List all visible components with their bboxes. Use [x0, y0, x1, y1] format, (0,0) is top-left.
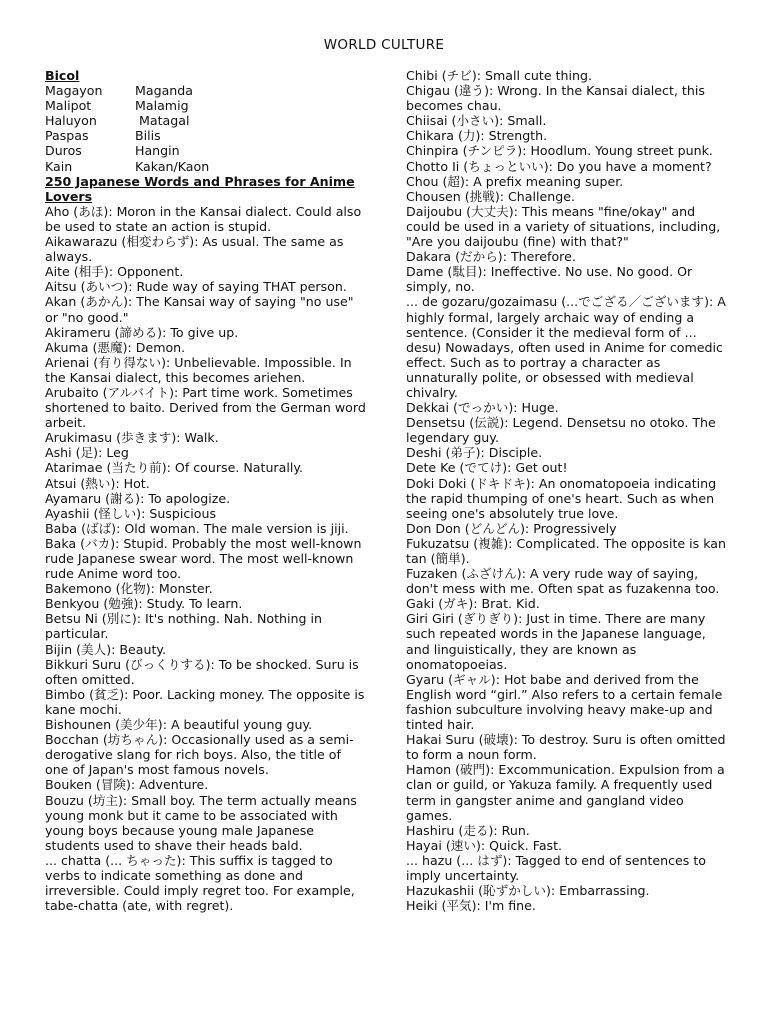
glossary-entry: Hashiru (走る): Run.: [406, 822, 530, 838]
glossary-entry: Ayamaru (謝る): To apologize.: [45, 490, 231, 506]
bicol-word-list: [45, 83, 367, 174]
glossary-entry: Bikkuri Suru (びっくりする): To be shocked. Suru is often omitted.: [45, 656, 359, 687]
bicol-translation: Hangin: [135, 143, 180, 159]
glossary-entry: Dame (駄目): Ineffective. No use. No good. Or simply, no.: [406, 264, 693, 295]
japanese-entry-list-left: [45, 204, 367, 913]
glossary-entry: Aitsu (あいつ): Rude way of saying THAT person.: [45, 279, 347, 295]
japanese-words-heading: 250 Japanese Words and Phrases for Anime Lovers: [45, 173, 355, 204]
bicol-translation: Maganda: [135, 83, 193, 99]
bicol-translation: Kakan/Kaon: [135, 158, 210, 174]
glossary-entry: ... hazu (... はず): Tagged to end of sentences to imply uncertainty.: [406, 852, 706, 883]
bicol-heading: Bicol: [45, 68, 80, 83]
glossary-entry: Bouken (冒険): Adventure.: [45, 777, 209, 793]
glossary-entry: Akuma (悪魔): Demon.: [45, 339, 186, 355]
bicol-word: Haluyon: [45, 113, 97, 129]
glossary-entry: Dakara (だから): Therefore.: [406, 249, 576, 265]
glossary-entry: Chotto Ii (ちょっといい): Do you have a moment?: [406, 158, 712, 174]
glossary-entry: Atsui (熱い): Hot.: [45, 475, 150, 491]
glossary-entry: Densetsu (伝説): Legend. Densetsu no otoko. The legendary guy.: [406, 415, 716, 446]
glossary-entry: Heiki (平気): I'm fine.: [406, 898, 536, 914]
glossary-entry: Hakai Suru (破壊): To destroy. Suru is often omitted to form a noun form.: [406, 732, 726, 763]
bicol-word-row: [45, 83, 367, 98]
bicol-word: Malipot: [45, 98, 92, 114]
bicol-word-row: [45, 98, 367, 113]
bicol-word: Duros: [45, 143, 82, 159]
glossary-entry: Arubaito (アルバイト): Part time work. Sometimes shortened to baito. Derived from the German word arbeit.: [45, 384, 366, 431]
glossary-entry: Deshi (弟子): Disciple.: [406, 445, 543, 461]
glossary-entry: Dete Ke (でてけ): Get out!: [406, 460, 568, 476]
glossary-entry: Hamon (破門): Excommunication. Expulsion from a clan or guild, or Yakuza family. A frequently used term in gangster anime and gangland video games.: [406, 762, 725, 823]
glossary-entry: Fukuzatsu (複雑): Complicated. The opposite is kan tan (簡単).: [406, 535, 726, 566]
glossary-entry: Atarimae (当たり前): Of course. Naturally.: [45, 460, 303, 476]
glossary-entry: Baka (バカ): Stupid. Probably the most well-known rude Japanese swear word. The most well-known rude Anime word too.: [45, 535, 362, 582]
glossary-entry: Gaki (ガキ): Brat. Kid.: [406, 596, 540, 612]
glossary-entry: Aikawarazu (相変わらず): As usual. The same as always.: [45, 234, 344, 265]
glossary-entry: Bocchan (坊ちゃん): Occasionally used as a semi-derogative slang for rich boys. Also, the title of one of Japan's most famous novels.: [45, 732, 354, 778]
glossary-entry: Baba (ばば): Old woman. The male version is jiji.: [45, 520, 349, 536]
glossary-entry: Doki Doki (ドキドキ): An onomatopoeia indicating the rapid thumping of one's heart. Such as when seeing one's absolutely true love.: [406, 475, 717, 521]
glossary-entry: Bishounen (美少年): A beautiful young guy.: [45, 717, 313, 733]
glossary-entry: Benkyou (勉強): Study. To learn.: [45, 596, 243, 612]
bicol-translation: Matagal: [135, 113, 190, 129]
bicol-word: Magayon: [45, 83, 103, 99]
glossary-entry: Arukimasu (歩きます): Walk.: [45, 430, 219, 446]
bicol-word-row: [45, 143, 367, 158]
bicol-word-row: [45, 128, 367, 143]
glossary-entry: Aho (あほ): Moron in the Kansai dialect. Could also be used to state an action is stupid.: [45, 203, 362, 234]
glossary-entry: ... de gozaru/gozaimasu (...でござる／ございます): A highly formal, largely archaic way of ending a sentence. (Consider it the medieval form of ... desu) Nowadays, often used in Anime for comedic effect. Such as to portray a character as unnaturally polite, or obsessed with medieval chivalry.: [406, 294, 726, 400]
glossary-entry: Arienai (有り得ない): Unbelievable. Impossible. In the Kansai dialect, this becomes ariehen.: [45, 354, 352, 385]
left-column: [45, 68, 367, 913]
glossary-entry: Chikara (力): Strength.: [406, 128, 548, 144]
glossary-entry: Gyaru (ギャル): Hot babe and derived from the English word “girl.” Also refers to a certain female fashion subculture involving heavy make-up and tinted hair.: [406, 671, 723, 733]
glossary-entry: Betsu Ni (別に): It's nothing. Nah. Nothing in particular.: [45, 611, 322, 642]
glossary-entry: Bijin (美人): Beauty.: [45, 641, 167, 657]
bicol-translation: Bilis: [135, 128, 161, 144]
glossary-entry: Fuzaken (ふざけん): A very rude way of saying, don't mess with me. Often spat as fuzakenna too.: [406, 566, 720, 597]
bicol-word: Paspas: [45, 128, 89, 144]
glossary-entry: Chibi (チビ): Small cute thing.: [406, 68, 593, 83]
glossary-entry: Hazukashii (恥ずかしい): Embarrassing.: [406, 883, 650, 899]
glossary-entry: Hayai (速い): Quick. Fast.: [406, 837, 563, 853]
glossary-entry: ... chatta (... ちゃった): This suffix is tagged to verbs to indicate something as done and irreversible. Could imply regret too. For example, tabe-chatta (ate, with regret).: [45, 852, 355, 914]
bicol-word-row: [45, 113, 367, 128]
glossary-entry: Ayashii (怪しい): Suspicious: [45, 505, 217, 521]
glossary-entry: Chiisai (小さい): Small.: [406, 113, 547, 129]
glossary-entry: Akirameru (諦める): To give up.: [45, 324, 239, 340]
glossary-entry: Chinpira (チンピラ): Hoodlum. Young street punk.: [406, 143, 713, 159]
glossary-entry: Aite (相手): Opponent.: [45, 264, 184, 280]
glossary-entry: Giri Giri (ぎりぎり): Just in time. There are many such repeated words in the Japanese language, and linguistically, they are known as onomatopoeias.: [406, 611, 706, 672]
glossary-entry: Ashi (足): Leg: [45, 445, 129, 461]
glossary-entry: Bouzu (坊主): Small boy. The term actually means young monk but it came to be associated with young boys because young male Japanese students used to shave their heads bald.: [45, 792, 357, 853]
glossary-entry: Bakemono (化物): Monster.: [45, 581, 213, 597]
glossary-entry: Chousen (挑戦): Challenge.: [406, 188, 575, 204]
glossary-entry: Akan (あかん): The Kansai way of saying "no use" or "no good.": [45, 294, 354, 325]
right-column: [406, 68, 728, 913]
glossary-entry: Daijoubu (大丈夫): This means "fine/okay" and could be used in a variety of situations, including, "Are you daijoubu (fine) with that?": [406, 203, 721, 250]
glossary-entry: Chou (超): A prefix meaning super.: [406, 173, 624, 189]
glossary-entry: Bimbo (貧乏): Poor. Lacking money. The opposite is kane mochi.: [45, 686, 365, 717]
bicol-translation: Malamig: [135, 98, 189, 114]
glossary-entry: Dekkai (でっかい): Huge.: [406, 400, 559, 416]
page-title: WORLD CULTURE: [323, 37, 445, 53]
japanese-entry-list-right: [406, 68, 728, 913]
bicol-word: Kain: [45, 158, 73, 174]
glossary-entry: Chigau (違う): Wrong. In the Kansai dialect, this becomes chau.: [406, 83, 705, 114]
glossary-entry: Don Don (どんどん): Progressively: [406, 520, 617, 536]
bicol-word-row: [45, 159, 367, 174]
